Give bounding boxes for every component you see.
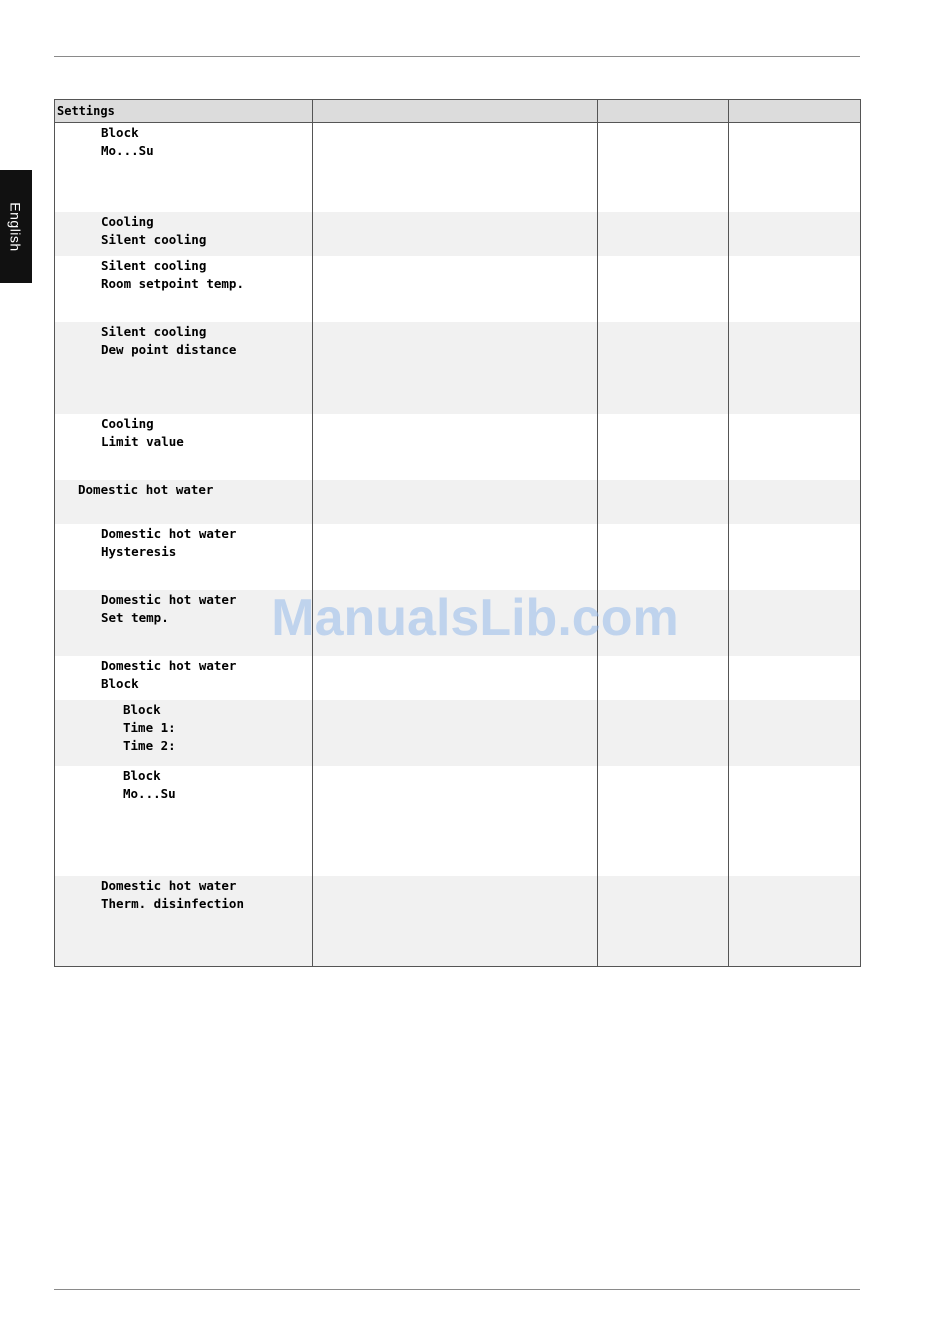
setting-line: Time 2: (123, 737, 176, 753)
setting-name-cell (55, 414, 313, 480)
empty-cell (313, 123, 598, 212)
empty-cell (598, 876, 729, 967)
top-rule (54, 56, 860, 57)
setting-name-cell (55, 256, 313, 322)
table-row (55, 524, 861, 590)
setting-name-cell (55, 212, 313, 256)
table-header-row (55, 100, 861, 123)
setting-line: Set temp. (101, 609, 169, 625)
empty-cell (729, 524, 861, 590)
empty-cell (313, 256, 598, 322)
table-row (55, 590, 861, 656)
setting-name-cell (55, 700, 313, 766)
setting-line: Time 1: (123, 719, 176, 735)
header-col-3 (598, 100, 729, 123)
empty-cell (313, 322, 598, 414)
empty-cell (729, 414, 861, 480)
empty-cell (313, 590, 598, 656)
setting-name-cell (55, 876, 313, 967)
setting-line: Hysteresis (101, 543, 177, 559)
watermark: ManualsLib.com (271, 589, 679, 647)
setting-name-cell (55, 322, 313, 414)
setting-line: Mo...Su (101, 143, 154, 158)
empty-cell (313, 656, 598, 700)
header-col-4 (729, 100, 861, 123)
empty-cell (598, 700, 729, 766)
empty-cell (598, 212, 729, 256)
setting-line: Domestic hot water (78, 481, 214, 497)
table-row (55, 212, 861, 256)
setting-line: Block (123, 701, 161, 717)
empty-cell (729, 766, 861, 876)
empty-cell (598, 656, 729, 700)
setting-name-cell (55, 480, 313, 524)
header-col-2 (313, 100, 598, 123)
setting-line: Domestic hot water (101, 877, 237, 893)
setting-line: Domestic hot water (101, 657, 237, 673)
empty-cell (729, 212, 861, 256)
bottom-rule (54, 1289, 860, 1290)
empty-cell (598, 322, 729, 414)
empty-cell (598, 414, 729, 480)
empty-cell (598, 123, 729, 212)
empty-cell (598, 524, 729, 590)
empty-cell (729, 700, 861, 766)
table-row (55, 656, 861, 700)
setting-line: Domestic hot water (101, 525, 237, 541)
setting-name-cell (55, 590, 313, 656)
setting-line: Cooling (101, 415, 154, 431)
setting-line: Mo...Su (123, 785, 176, 801)
table-row (55, 480, 861, 524)
empty-cell (729, 590, 861, 656)
language-tab (0, 170, 32, 283)
setting-line: Silent cooling (101, 231, 207, 247)
setting-line: Block (101, 125, 139, 140)
empty-cell (598, 766, 729, 876)
language-tab-label: English (8, 201, 25, 252)
table-body (55, 123, 861, 967)
setting-name-cell (55, 524, 313, 590)
table-row (55, 414, 861, 480)
setting-line: Silent cooling (101, 257, 207, 273)
empty-cell (313, 212, 598, 256)
empty-cell (313, 524, 598, 590)
empty-cell (729, 123, 861, 212)
empty-cell (729, 656, 861, 700)
empty-cell (313, 414, 598, 480)
empty-cell (729, 322, 861, 414)
table-row (55, 876, 861, 967)
table-row (55, 256, 861, 322)
setting-name-cell (55, 656, 313, 700)
empty-cell (313, 480, 598, 524)
setting-line: Silent cooling (101, 323, 207, 339)
empty-cell (598, 256, 729, 322)
empty-cell (313, 700, 598, 766)
empty-cell (598, 590, 729, 656)
empty-cell (729, 256, 861, 322)
setting-line: Therm. disinfection (101, 895, 244, 911)
table-row (55, 700, 861, 766)
setting-name-cell (55, 123, 313, 212)
empty-cell (598, 480, 729, 524)
empty-cell (313, 766, 598, 876)
empty-cell (313, 876, 598, 967)
setting-line: Block (101, 675, 139, 691)
setting-line: Cooling (101, 213, 154, 229)
empty-cell (729, 480, 861, 524)
header-settings: Settings (55, 100, 313, 123)
empty-cell (729, 876, 861, 967)
table-row (55, 123, 861, 212)
setting-line: Dew point distance (101, 341, 237, 357)
setting-line: Block (123, 767, 161, 783)
settings-table (54, 99, 861, 967)
table-row (55, 766, 861, 876)
setting-line: Limit value (101, 433, 184, 449)
setting-line: Room setpoint temp. (101, 275, 244, 291)
table-row (55, 322, 861, 414)
setting-line: Domestic hot water (101, 591, 237, 607)
setting-name-cell (55, 766, 313, 876)
